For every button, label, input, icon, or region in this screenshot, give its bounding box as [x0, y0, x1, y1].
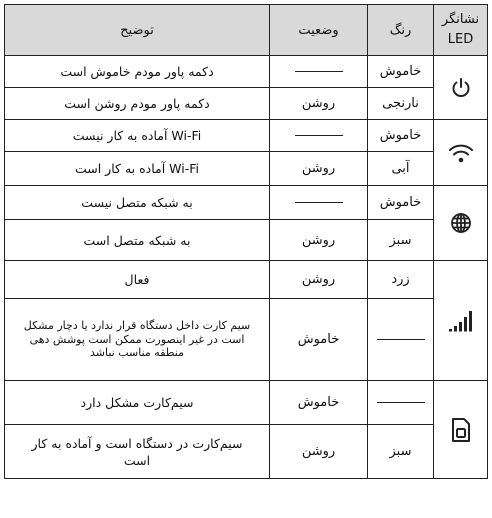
globe-icon-cell: [434, 186, 488, 261]
table-row: [5, 56, 488, 88]
status-cell: [270, 56, 368, 88]
sim-card-icon: [434, 416, 487, 444]
color-cell: [368, 381, 434, 425]
dash: [295, 135, 343, 136]
status-cell: روشن: [270, 425, 368, 479]
header-color: رنگ: [368, 5, 434, 56]
description-cell: Wi-Fi آماده به کار نیست: [5, 120, 270, 152]
header-status: وضعیت: [270, 5, 368, 56]
table-row: [5, 220, 488, 261]
status-cell: روشن: [270, 220, 368, 261]
led-status-table: [4, 4, 488, 479]
dash: [295, 202, 343, 203]
description-cell: سیم‌کارت مشکل دارد: [5, 381, 270, 425]
color-cell: سبز: [368, 425, 434, 479]
signal-icon: [434, 310, 487, 332]
color-cell: نارنجی: [368, 88, 434, 120]
dash: [377, 402, 425, 403]
dash: [377, 339, 425, 340]
color-cell: خاموش: [368, 120, 434, 152]
wifi-icon: [434, 141, 487, 165]
header-led-line1: نشانگر: [441, 12, 480, 27]
led-table-container: [4, 4, 487, 479]
table-row: [5, 261, 488, 299]
power-icon: [434, 76, 487, 100]
color-cell: [368, 299, 434, 381]
globe-icon: [434, 211, 487, 235]
table-row: [5, 186, 488, 220]
header-led-line2: LED: [447, 32, 474, 47]
status-cell: خاموش: [270, 299, 368, 381]
wifi-icon-cell: [434, 120, 488, 186]
color-cell: خاموش: [368, 56, 434, 88]
color-cell: خاموش: [368, 186, 434, 220]
header-led-indicator: [434, 5, 488, 56]
description-cell: دکمه پاور مودم خاموش است: [5, 56, 270, 88]
description-cell: سیم کارت داخل دستگاه قرار ندارد یا دچار مشکل است در غیر اینصورت ممکن است پوشش دهی منطقه مناسب نباشد: [5, 299, 270, 381]
sim-card-icon-cell: [434, 381, 488, 479]
header-description: توضیح: [5, 5, 270, 56]
description-cell: دکمه پاور مودم روشن است: [5, 88, 270, 120]
table-row: [5, 425, 488, 479]
description-cell: فعال: [5, 261, 270, 299]
table-row: [5, 120, 488, 152]
status-cell: روشن: [270, 261, 368, 299]
color-cell: آبی: [368, 152, 434, 186]
status-cell: [270, 186, 368, 220]
table-row: [5, 88, 488, 120]
status-cell: خاموش: [270, 381, 368, 425]
table-row: [5, 299, 488, 381]
table-row: [5, 381, 488, 425]
description-cell: Wi-Fi آماده به کار است: [5, 152, 270, 186]
signal-icon-cell: [434, 261, 488, 381]
status-cell: روشن: [270, 152, 368, 186]
description-cell: به شبکه متصل است: [5, 220, 270, 261]
description-cell: به شبکه متصل نیست: [5, 186, 270, 220]
color-cell: زرد: [368, 261, 434, 299]
status-cell: [270, 120, 368, 152]
power-icon-cell: [434, 56, 488, 120]
status-cell: روشن: [270, 88, 368, 120]
dash: [295, 71, 343, 72]
table-row: [5, 152, 488, 186]
description-cell: سیم‌کارت در دستگاه است و آماده به کار است: [5, 425, 270, 479]
header-row: [5, 5, 488, 56]
color-cell: سبز: [368, 220, 434, 261]
